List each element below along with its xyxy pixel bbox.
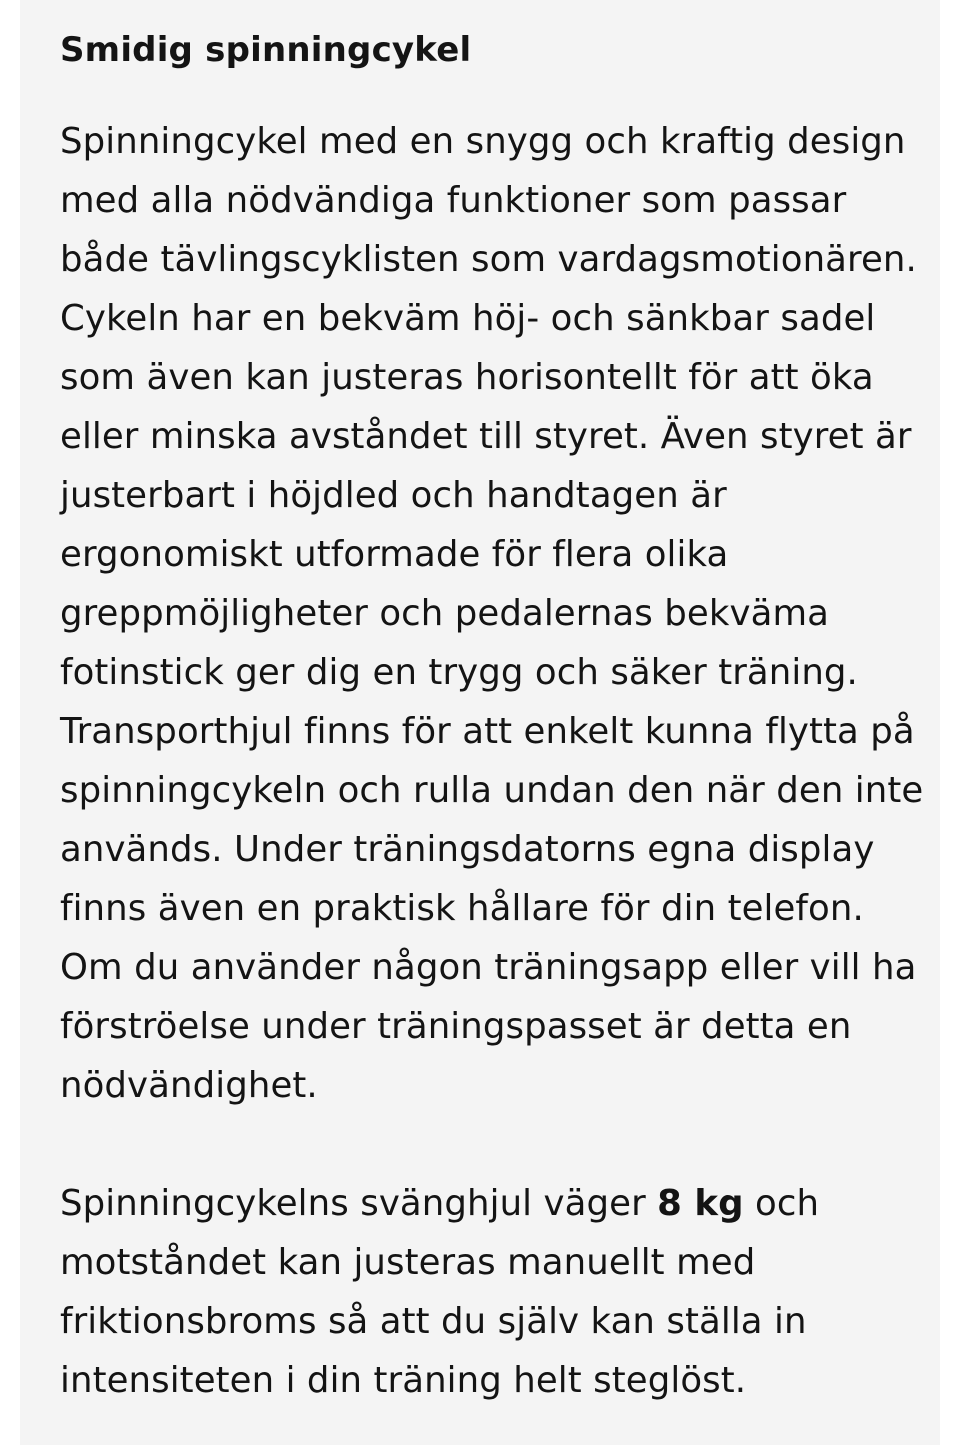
paragraph-line: används. Under träningsdatorns egna display [60, 829, 875, 870]
paragraph-line: intensiteten i din träning helt steglöst. [60, 1360, 747, 1401]
section-heading: Smidig spinningcykel [60, 30, 472, 70]
paragraph-line [60, 1174, 920, 1233]
product-description-panel [20, 0, 940, 1445]
paragraph-line: förströelse under träningspasset är detta en [60, 1006, 852, 1047]
paragraph-line: friktionsbroms så att du själv kan ställa in [60, 1301, 807, 1342]
paragraph-line: nödvändighet. [60, 1065, 318, 1106]
paragraph-line: motståndet kan justeras manuellt med [60, 1242, 756, 1283]
paragraph-line: greppmöjligheter och pedalernas bekväma [60, 593, 829, 634]
description-paragraph [60, 112, 924, 1115]
paragraph-line: eller minska avståndet till styret. Även styret är [60, 416, 912, 457]
paragraph-line: med alla nödvändiga funktioner som passar [60, 180, 847, 221]
paragraph-line: finns även en praktisk hållare för din telefon. [60, 888, 864, 929]
paragraph-line: spinningcykeln och rulla undan den när den inte [60, 770, 924, 811]
flywheel-paragraph [60, 1174, 920, 1410]
paragraph-line: Cykeln har en bekväm höj- och sänkbar sadel [60, 298, 876, 339]
paragraph-line: ergonomiskt utformade för flera olika [60, 534, 729, 575]
flywheel-weight: 8 kg [657, 1183, 744, 1224]
paragraph-line: Transporthjul finns för att enkelt kunna flytta på [60, 711, 915, 752]
paragraph-line: som även kan justeras horisontellt för att öka [60, 357, 874, 398]
paragraph-line: Om du använder någon träningsapp eller vill ha [60, 947, 917, 988]
paragraph-line: Spinningcykel med en snygg och kraftig design [60, 121, 906, 162]
paragraph-line: justerbart i höjdled och handtagen är [60, 475, 727, 516]
paragraph-line: fotinstick ger dig en trygg och säker träning. [60, 652, 858, 693]
flywheel-text-before: Spinningcykelns svänghjul väger [60, 1183, 658, 1224]
flywheel-text-after: och [743, 1183, 820, 1224]
paragraph-line: både tävlingscyklisten som vardagsmotionären. [60, 239, 917, 280]
